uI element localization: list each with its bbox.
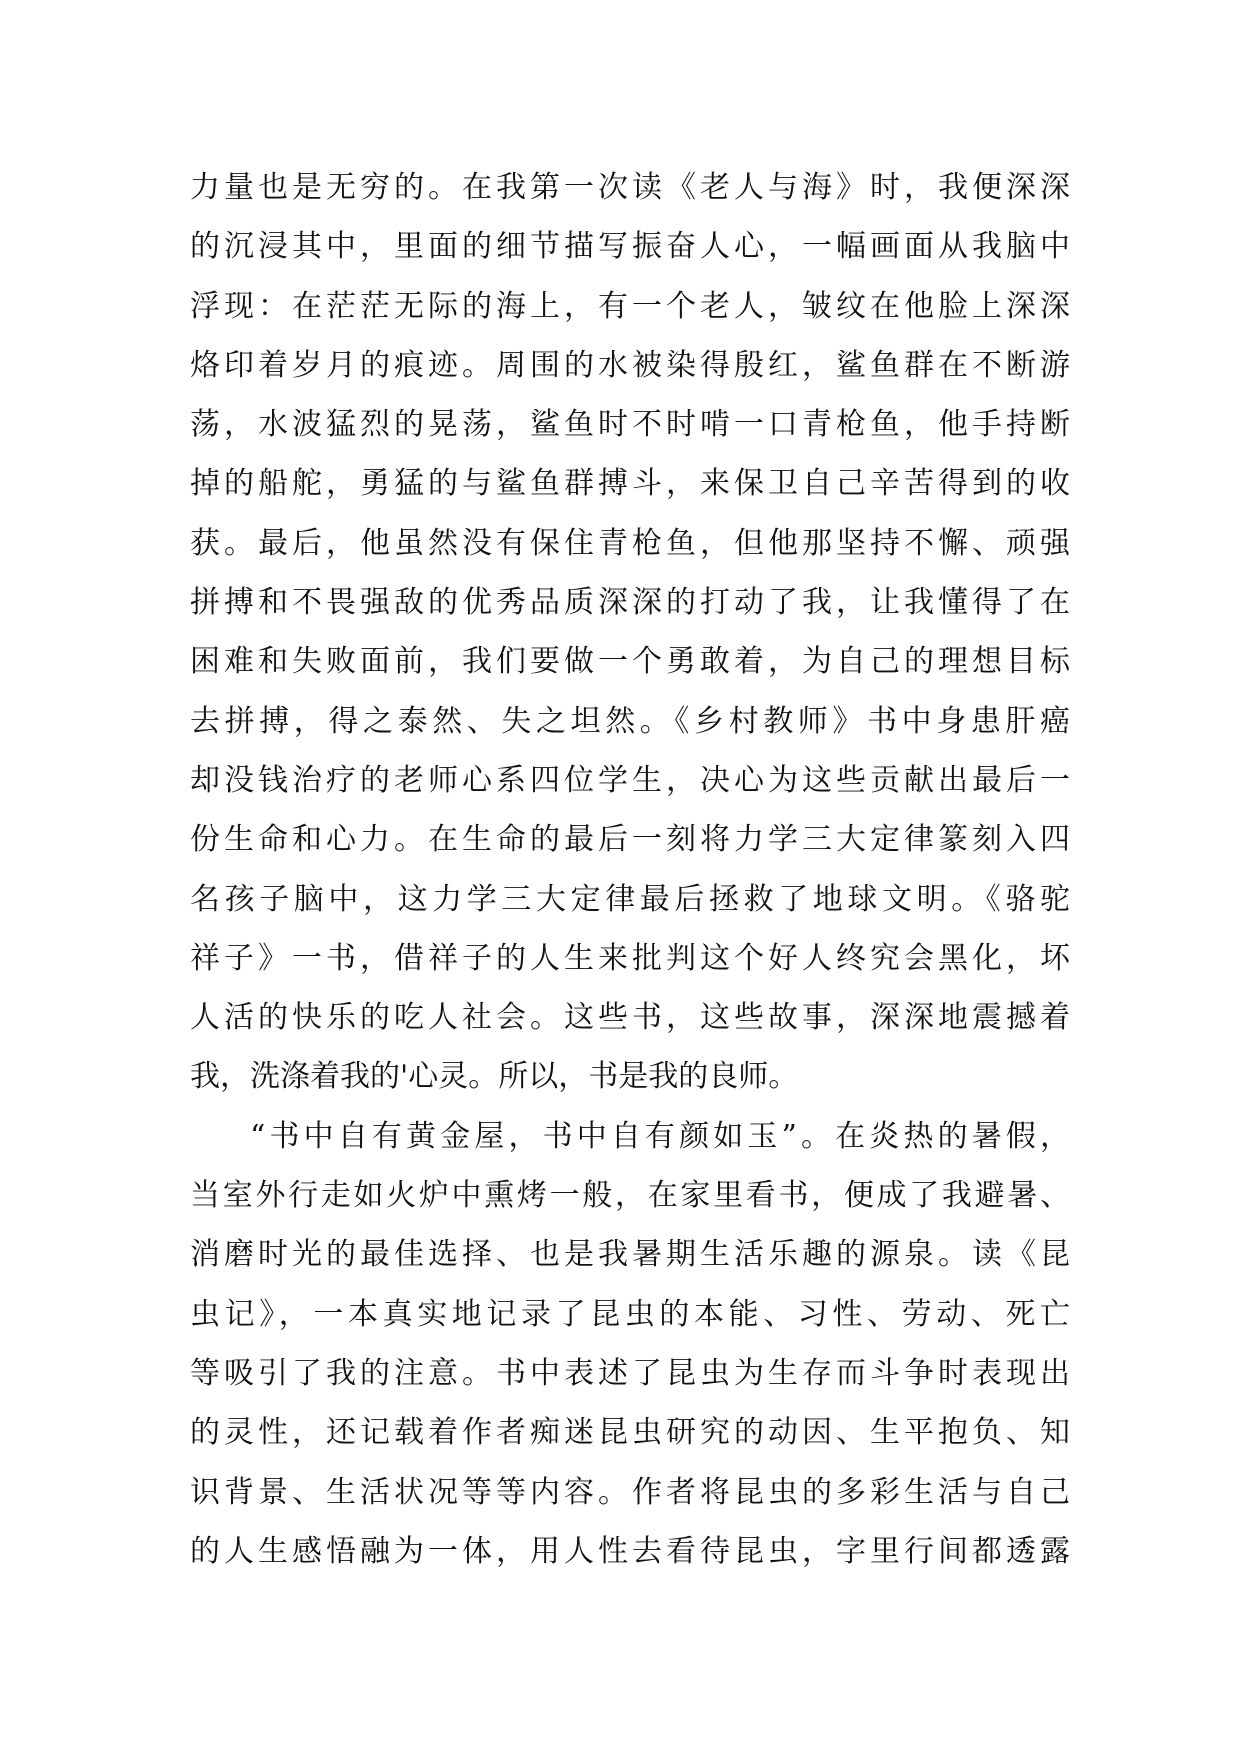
text-line: 名孩子脑中，这力学三大定律最后拯救了地球文明。《骆驼 xyxy=(190,881,1070,917)
text-line: 消磨时光的最佳选择、也是我暑期生活乐趣的源泉。读《昆 xyxy=(190,1237,1070,1273)
text-line: 获。最后，他虽然没有保住青枪鱼，但他那坚持不懈、顽强 xyxy=(190,525,1070,561)
text-line: 等吸引了我的注意。书中表述了昆虫为生存而斗争时表现出 xyxy=(190,1355,1070,1391)
text-line: 虫记》，一本真实地记录了昆虫的本能、习性、劳动、死亡 xyxy=(190,1296,1070,1332)
text-line: 掉的船舵，勇猛的与鲨鱼群搏斗，来保卫自己辛苦得到的收 xyxy=(190,466,1070,502)
text-line: 当室外行走如火炉中熏烤一般，在家里看书，便成了我避暑、 xyxy=(190,1178,1070,1214)
text-line: 却没钱治疗的老师心系四位学生，决心为这些贡献出最后一 xyxy=(190,762,1070,798)
text-line: 困难和失败面前，我们要做一个勇敢着，为自己的理想目标 xyxy=(190,644,1070,680)
text-line: 拼搏和不畏强敌的优秀品质深深的打动了我，让我懂得了在 xyxy=(190,585,1070,621)
text-line: 人活的快乐的吃人社会。这些书，这些故事，深深地震撼着 xyxy=(190,1000,1070,1036)
text-line: 的沉浸其中，里面的细节描写振奋人心，一幅画面从我脑中 xyxy=(190,229,1070,265)
text-line: 识背景、生活状况等等内容。作者将昆虫的多彩生活与自己 xyxy=(190,1474,1070,1510)
text-line: 的灵性，还记载着作者痴迷昆虫研究的动因、生平抱负、知 xyxy=(190,1415,1070,1451)
text-line: 祥子》一书，借祥子的人生来批判这个好人终究会黑化，坏 xyxy=(190,940,1070,976)
body-text xyxy=(190,158,1070,1581)
text-line: 烙印着岁月的痕迹。周围的水被染得殷红，鲨鱼群在不断游 xyxy=(190,347,1070,383)
text-line: 力量也是无穷的。在我第一次读《老人与海》时，我便深深 xyxy=(190,170,1070,205)
text-line: 份生命和心力。在生命的最后一刻将力学三大定律篆刻入四 xyxy=(190,822,1070,858)
text-line: “书中自有黄金屋，书中自有颜如玉”。在炎热的暑假， xyxy=(250,1118,1070,1154)
text-line: 荡，水波猛烈的晃荡，鲨鱼时不时啃一口青枪鱼，他手持断 xyxy=(190,407,1070,443)
text-line: 的人生感悟融为一体，用人性去看待昆虫，字里行间都透露 xyxy=(190,1533,1070,1569)
text-line: 去拼搏，得之泰然、失之坦然。《乡村教师》书中身患肝癌 xyxy=(190,703,1070,739)
text-line: 浮现：在茫茫无际的海上，有一个老人，皱纹在他脸上深深 xyxy=(190,288,1070,324)
text-line: 我，洗涤着我的'心灵。所以，书是我的良师。 xyxy=(190,1059,799,1095)
